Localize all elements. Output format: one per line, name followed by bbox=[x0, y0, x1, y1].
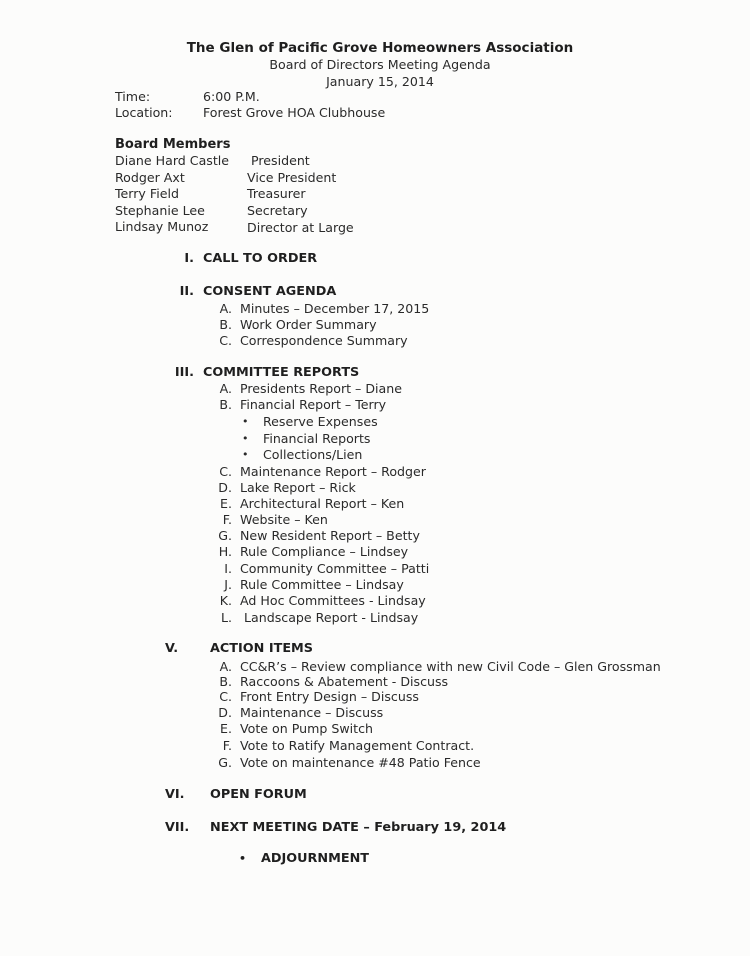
bullet-icon: • bbox=[242, 415, 249, 428]
item-letter: K. bbox=[219, 593, 232, 608]
board-member-name: Diane Hard Castle bbox=[115, 153, 230, 168]
time-label: Time: bbox=[115, 89, 151, 104]
section-title-open-forum: OPEN FORUM bbox=[210, 787, 307, 802]
agenda-item: Presidents Report – Diane bbox=[240, 381, 403, 396]
bullet-icon: • bbox=[242, 432, 249, 445]
item-letter: B. bbox=[219, 397, 232, 412]
agenda-item: Vote to Ratify Management Contract. bbox=[240, 738, 475, 753]
item-letter: C. bbox=[219, 464, 232, 479]
section-number: V. bbox=[165, 641, 179, 656]
sub-item: Reserve Expenses bbox=[263, 414, 378, 429]
item-letter: D. bbox=[218, 705, 232, 720]
item-letter: B. bbox=[219, 674, 232, 689]
agenda-item: Website – Ken bbox=[240, 512, 328, 527]
agenda-item: Lake Report – Rick bbox=[240, 480, 356, 495]
agenda-item: Vote on maintenance #48 Patio Fence bbox=[240, 755, 481, 770]
item-letter: A. bbox=[219, 381, 232, 396]
item-letter: G. bbox=[218, 528, 232, 543]
item-letter: E. bbox=[220, 496, 232, 511]
agenda-item: Landscape Report - Lindsay bbox=[244, 610, 419, 625]
agenda-item: Vote on Pump Switch bbox=[240, 721, 373, 736]
section-title-next-meeting: NEXT MEETING DATE – February 19, 2014 bbox=[210, 820, 507, 835]
agenda-item: Correspondence Summary bbox=[240, 333, 408, 348]
agenda-item: Ad Hoc Committees - Lindsay bbox=[240, 593, 426, 608]
section-title-committee-reports: COMMITTEE REPORTS bbox=[203, 365, 360, 380]
document-subtitle: Board of Directors Meeting Agenda bbox=[269, 57, 491, 72]
board-member-role: Vice President bbox=[247, 170, 337, 185]
section-title-call-to-order: CALL TO ORDER bbox=[203, 251, 318, 266]
board-member-name: Stephanie Lee bbox=[115, 203, 205, 218]
item-letter: F. bbox=[222, 738, 232, 753]
item-letter: C. bbox=[219, 333, 232, 348]
item-letter: L. bbox=[220, 610, 232, 625]
bullet-icon: • bbox=[239, 852, 247, 865]
agenda-item: Work Order Summary bbox=[240, 317, 377, 332]
item-letter: H. bbox=[218, 544, 232, 559]
time-value: 6:00 P.M. bbox=[203, 89, 260, 104]
location-value: Forest Grove HOA Clubhouse bbox=[203, 105, 386, 120]
item-letter: D. bbox=[218, 480, 232, 495]
board-member-role: Director at Large bbox=[247, 220, 354, 235]
location-label: Location: bbox=[115, 105, 173, 120]
section-number: VI. bbox=[165, 787, 185, 802]
board-member-role: Secretary bbox=[247, 203, 308, 218]
agenda-item: Minutes – December 17, 2015 bbox=[240, 301, 430, 316]
section-number: VII. bbox=[165, 820, 190, 835]
agenda-item: Community Committee – Patti bbox=[240, 561, 430, 576]
section-number: I. bbox=[184, 251, 194, 266]
board-member-name: Lindsay Munoz bbox=[115, 219, 209, 234]
agenda-item: Maintenance Report – Rodger bbox=[240, 464, 426, 479]
item-letter: F. bbox=[222, 512, 232, 527]
section-number: II. bbox=[179, 284, 194, 299]
item-letter: A. bbox=[219, 659, 232, 674]
item-letter: A. bbox=[219, 301, 232, 316]
agenda-item: New Resident Report – Betty bbox=[240, 528, 420, 543]
section-title-consent-agenda: CONSENT AGENDA bbox=[203, 284, 337, 299]
agenda-item: Front Entry Design – Discuss bbox=[240, 689, 419, 704]
board-member-role: President bbox=[251, 153, 310, 168]
sub-item: Collections/Lien bbox=[263, 447, 363, 462]
agenda-item: Maintenance – Discuss bbox=[240, 705, 384, 720]
board-member-name: Terry Field bbox=[115, 186, 179, 201]
document-title: The Glen of Pacific Grove Homeowners Association bbox=[186, 40, 574, 56]
agenda-item: Financial Report – Terry bbox=[240, 397, 387, 412]
sub-item: Financial Reports bbox=[263, 431, 371, 446]
document-date: January 15, 2014 bbox=[326, 74, 434, 89]
agenda-item: Raccoons & Abatement - Discuss bbox=[240, 674, 449, 689]
item-letter: G. bbox=[218, 755, 232, 770]
agenda-item: CC&R’s – Review compliance with new Civil Code – Glen Grossman bbox=[240, 659, 661, 674]
item-letter: I. bbox=[224, 561, 232, 576]
section-title-action-items: ACTION ITEMS bbox=[210, 641, 314, 656]
agenda-item: Architectural Report – Ken bbox=[240, 496, 405, 511]
board-member-role: Treasurer bbox=[247, 186, 306, 201]
item-letter: J. bbox=[224, 577, 232, 592]
bullet-icon: • bbox=[242, 448, 249, 461]
agenda-item: Rule Compliance – Lindsey bbox=[240, 544, 409, 559]
item-letter: C. bbox=[219, 689, 232, 704]
section-number: III. bbox=[174, 365, 194, 380]
item-letter: E. bbox=[220, 721, 232, 736]
board-members-heading: Board Members bbox=[115, 137, 231, 152]
board-member-name: Rodger Axt bbox=[115, 170, 185, 185]
agenda-item: Rule Committee – Lindsay bbox=[240, 577, 404, 592]
item-letter: B. bbox=[219, 317, 232, 332]
section-title-adjournment: ADJOURNMENT bbox=[261, 851, 370, 866]
